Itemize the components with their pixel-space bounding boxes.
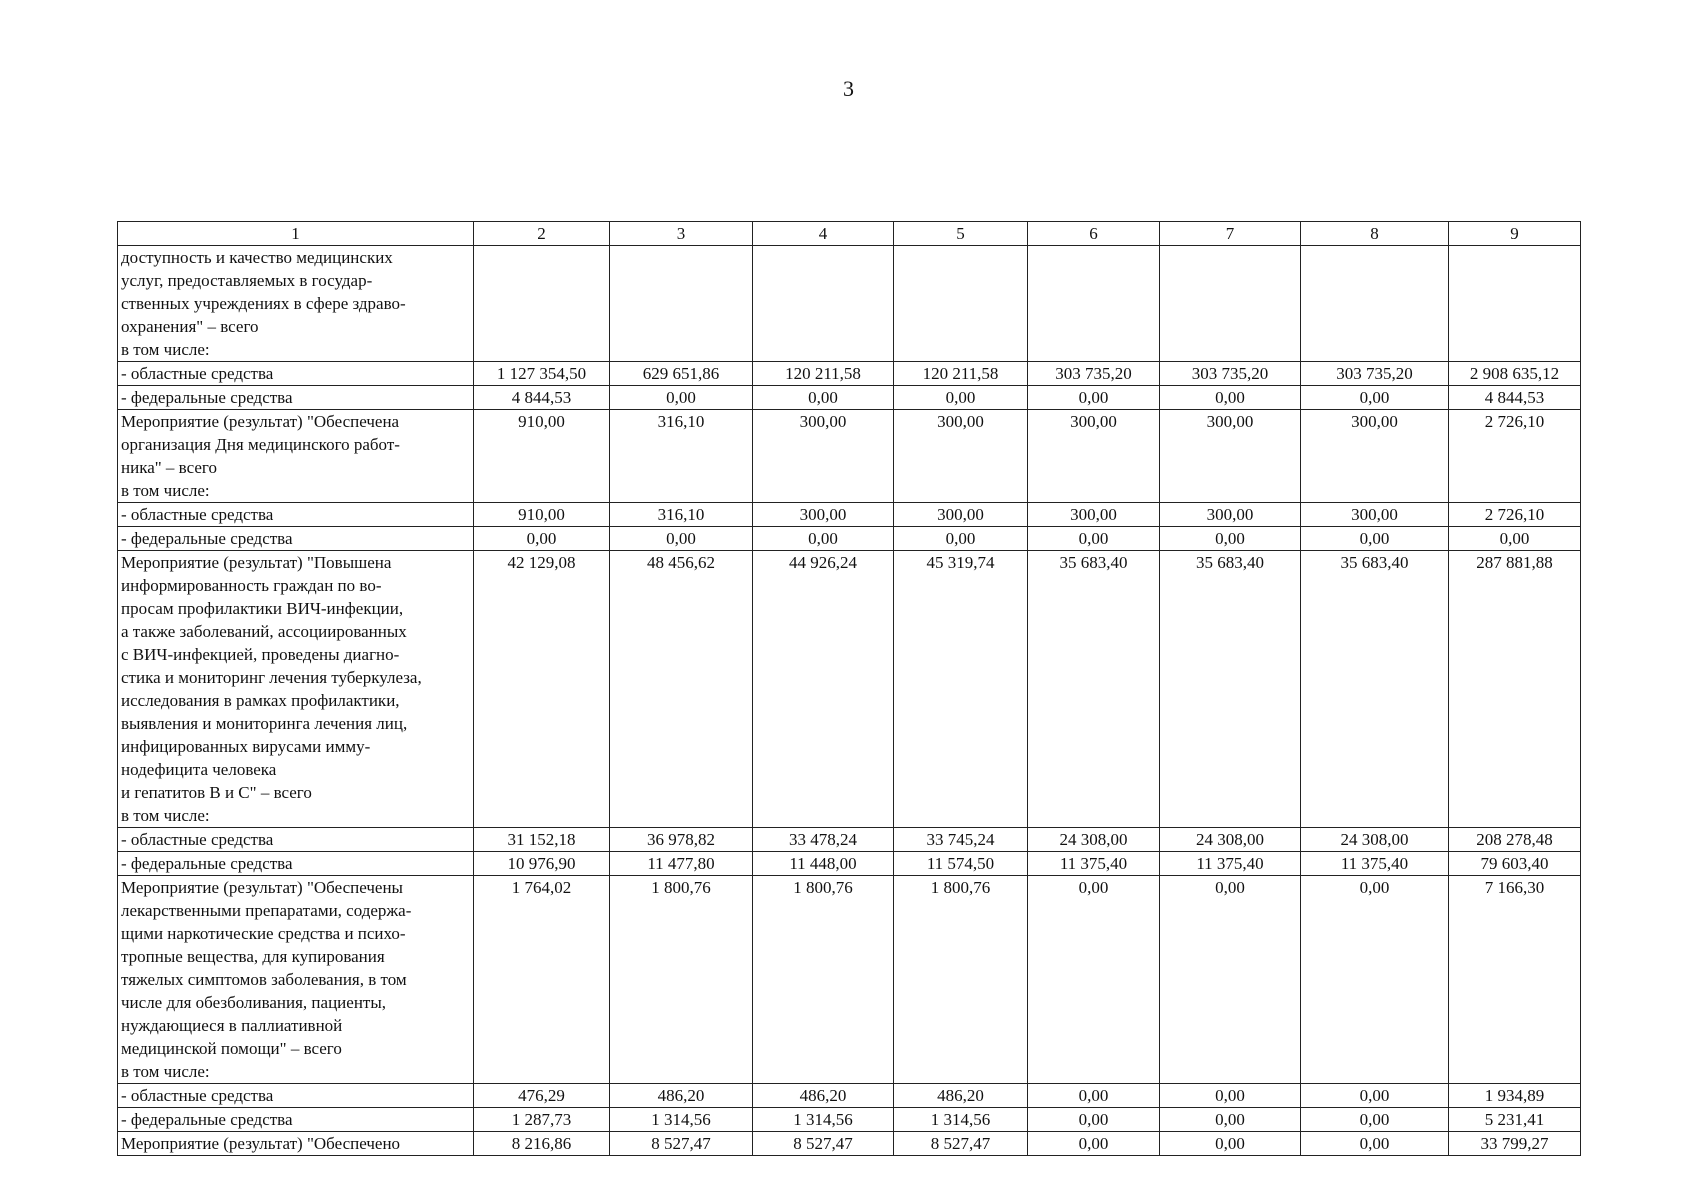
value-cell: 486,20: [610, 1084, 753, 1108]
value-cell: 120 211,58: [894, 362, 1028, 386]
value-cell: 24 308,00: [1301, 828, 1449, 852]
value-cell: 303 735,20: [1028, 362, 1160, 386]
value-cell: 0,00: [1028, 1084, 1160, 1108]
table-row: [118, 1084, 1581, 1108]
table-row: [118, 386, 1581, 410]
column-number-cell: 8: [1301, 222, 1449, 246]
row-description: - федеральные средства: [118, 852, 474, 876]
value-cell: 476,29: [474, 1084, 610, 1108]
value-cell: 316,10: [610, 410, 753, 503]
value-cell: 0,00: [1160, 527, 1301, 551]
value-cell: [1301, 246, 1449, 362]
value-cell: 8 527,47: [894, 1132, 1028, 1156]
value-cell: 0,00: [1449, 527, 1581, 551]
value-cell: 8 527,47: [753, 1132, 894, 1156]
value-cell: 24 308,00: [1028, 828, 1160, 852]
value-cell: [753, 246, 894, 362]
value-cell: 0,00: [1028, 386, 1160, 410]
value-cell: 48 456,62: [610, 551, 753, 828]
row-description: Мероприятие (результат) "Обеспечена организация Дня медицинского работ- ника" – всего в том числе:: [118, 410, 474, 503]
value-cell: 42 129,08: [474, 551, 610, 828]
table-row: [118, 1108, 1581, 1132]
value-cell: 303 735,20: [1301, 362, 1449, 386]
value-cell: 2 726,10: [1449, 503, 1581, 527]
value-cell: 316,10: [610, 503, 753, 527]
value-cell: 0,00: [1301, 1132, 1449, 1156]
value-cell: 1 314,56: [894, 1108, 1028, 1132]
value-cell: [1449, 246, 1581, 362]
value-cell: 0,00: [1028, 527, 1160, 551]
value-cell: 0,00: [1160, 1108, 1301, 1132]
column-number-cell: 3: [610, 222, 753, 246]
value-cell: [474, 246, 610, 362]
row-description: - областные средства: [118, 828, 474, 852]
value-cell: 11 375,40: [1028, 852, 1160, 876]
value-cell: 35 683,40: [1028, 551, 1160, 828]
value-cell: 303 735,20: [1160, 362, 1301, 386]
value-cell: 910,00: [474, 503, 610, 527]
value-cell: 1 764,02: [474, 876, 610, 1084]
value-cell: 1 800,76: [894, 876, 1028, 1084]
table-row: [118, 503, 1581, 527]
row-description: - федеральные средства: [118, 527, 474, 551]
table-row: [118, 527, 1581, 551]
value-cell: 0,00: [753, 386, 894, 410]
value-cell: 24 308,00: [1160, 828, 1301, 852]
column-number-cell: 6: [1028, 222, 1160, 246]
table-row: [118, 246, 1581, 362]
value-cell: 0,00: [1160, 876, 1301, 1084]
table-row: [118, 410, 1581, 503]
row-description: - федеральные средства: [118, 386, 474, 410]
value-cell: 1 314,56: [610, 1108, 753, 1132]
value-cell: [610, 246, 753, 362]
value-cell: 11 477,80: [610, 852, 753, 876]
funding-table: [117, 221, 1581, 1156]
value-cell: 300,00: [1160, 410, 1301, 503]
value-cell: 11 375,40: [1301, 852, 1449, 876]
value-cell: 0,00: [1301, 876, 1449, 1084]
value-cell: 33 745,24: [894, 828, 1028, 852]
value-cell: 629 651,86: [610, 362, 753, 386]
row-description: Мероприятие (результат) "Обеспечено: [118, 1132, 474, 1156]
value-cell: 11 375,40: [1160, 852, 1301, 876]
value-cell: 0,00: [1301, 386, 1449, 410]
value-cell: 300,00: [1160, 503, 1301, 527]
value-cell: 300,00: [753, 503, 894, 527]
value-cell: 300,00: [1301, 410, 1449, 503]
value-cell: 33 478,24: [753, 828, 894, 852]
row-description: - областные средства: [118, 362, 474, 386]
value-cell: 5 231,41: [1449, 1108, 1581, 1132]
row-description: - областные средства: [118, 1084, 474, 1108]
value-cell: 0,00: [753, 527, 894, 551]
value-cell: 120 211,58: [753, 362, 894, 386]
value-cell: 0,00: [474, 527, 610, 551]
table-row: [118, 828, 1581, 852]
value-cell: 0,00: [1028, 1132, 1160, 1156]
value-cell: [894, 246, 1028, 362]
value-cell: 486,20: [894, 1084, 1028, 1108]
value-cell: 300,00: [1301, 503, 1449, 527]
row-description: - областные средства: [118, 503, 474, 527]
value-cell: 8 216,86: [474, 1132, 610, 1156]
value-cell: 0,00: [610, 386, 753, 410]
table-row: [118, 362, 1581, 386]
value-cell: 0,00: [610, 527, 753, 551]
column-number-cell: 7: [1160, 222, 1301, 246]
value-cell: 4 844,53: [1449, 386, 1581, 410]
value-cell: 0,00: [1160, 1132, 1301, 1156]
value-cell: 208 278,48: [1449, 828, 1581, 852]
value-cell: 79 603,40: [1449, 852, 1581, 876]
value-cell: 0,00: [894, 527, 1028, 551]
value-cell: 1 287,73: [474, 1108, 610, 1132]
value-cell: 2 908 635,12: [1449, 362, 1581, 386]
value-cell: 300,00: [753, 410, 894, 503]
column-number-cell: 2: [474, 222, 610, 246]
value-cell: 1 800,76: [753, 876, 894, 1084]
table-body: [118, 222, 1581, 1156]
value-cell: 44 926,24: [753, 551, 894, 828]
row-description: доступность и качество медицинских услуг, предоставляемых в государ- ственных учреждениях в сфере здраво- охранения" – всего в том числе:: [118, 246, 474, 362]
value-cell: 45 319,74: [894, 551, 1028, 828]
value-cell: 0,00: [1160, 386, 1301, 410]
column-number-row: [118, 222, 1581, 246]
table-row: [118, 551, 1581, 828]
value-cell: 11 448,00: [753, 852, 894, 876]
value-cell: 0,00: [894, 386, 1028, 410]
value-cell: 486,20: [753, 1084, 894, 1108]
value-cell: 36 978,82: [610, 828, 753, 852]
value-cell: 0,00: [1301, 1108, 1449, 1132]
value-cell: 910,00: [474, 410, 610, 503]
value-cell: 300,00: [1028, 410, 1160, 503]
row-description: Мероприятие (результат) "Повышена информированность граждан по во- просам профилактики ВИЧ-инфекции, а также заболеваний, ассоциированных с ВИЧ-инфекцией, проведены диагно- стика и мониторинг лечения туберкулеза, исследования в рамках профилактики, выявления и мониторинга лечения лиц, инфицированных вирусами имму- нодефицита человека и гепатитов В и С" – всего в том числе:: [118, 551, 474, 828]
value-cell: 10 976,90: [474, 852, 610, 876]
value-cell: [1028, 246, 1160, 362]
value-cell: 33 799,27: [1449, 1132, 1581, 1156]
value-cell: 8 527,47: [610, 1132, 753, 1156]
value-cell: 35 683,40: [1301, 551, 1449, 828]
value-cell: 287 881,88: [1449, 551, 1581, 828]
column-number-cell: 5: [894, 222, 1028, 246]
row-description: - федеральные средства: [118, 1108, 474, 1132]
value-cell: 1 127 354,50: [474, 362, 610, 386]
value-cell: 2 726,10: [1449, 410, 1581, 503]
value-cell: 1 800,76: [610, 876, 753, 1084]
value-cell: 4 844,53: [474, 386, 610, 410]
value-cell: 1 314,56: [753, 1108, 894, 1132]
value-cell: 300,00: [1028, 503, 1160, 527]
column-number-cell: 9: [1449, 222, 1581, 246]
column-number-cell: 1: [118, 222, 474, 246]
value-cell: [1160, 246, 1301, 362]
table-row: [118, 876, 1581, 1084]
table-row: [118, 1132, 1581, 1156]
value-cell: 0,00: [1301, 1084, 1449, 1108]
value-cell: 0,00: [1301, 527, 1449, 551]
page-number: 3: [843, 76, 854, 101]
value-cell: 11 574,50: [894, 852, 1028, 876]
row-description: Мероприятие (результат) "Обеспечены лекарственными препаратами, содержа- щими наркотические средства и психо- тропные вещества, для купирования тяжелых симптомов заболевания, в том числе для обезболивания, пациенты, нуждающиеся в паллиативной медицинской помощи" – всего в том числе:: [118, 876, 474, 1084]
value-cell: 0,00: [1028, 876, 1160, 1084]
value-cell: 0,00: [1160, 1084, 1301, 1108]
value-cell: 0,00: [1028, 1108, 1160, 1132]
value-cell: 300,00: [894, 503, 1028, 527]
value-cell: 31 152,18: [474, 828, 610, 852]
value-cell: 7 166,30: [1449, 876, 1581, 1084]
table-row: [118, 852, 1581, 876]
value-cell: 300,00: [894, 410, 1028, 503]
value-cell: 1 934,89: [1449, 1084, 1581, 1108]
value-cell: 35 683,40: [1160, 551, 1301, 828]
column-number-cell: 4: [753, 222, 894, 246]
